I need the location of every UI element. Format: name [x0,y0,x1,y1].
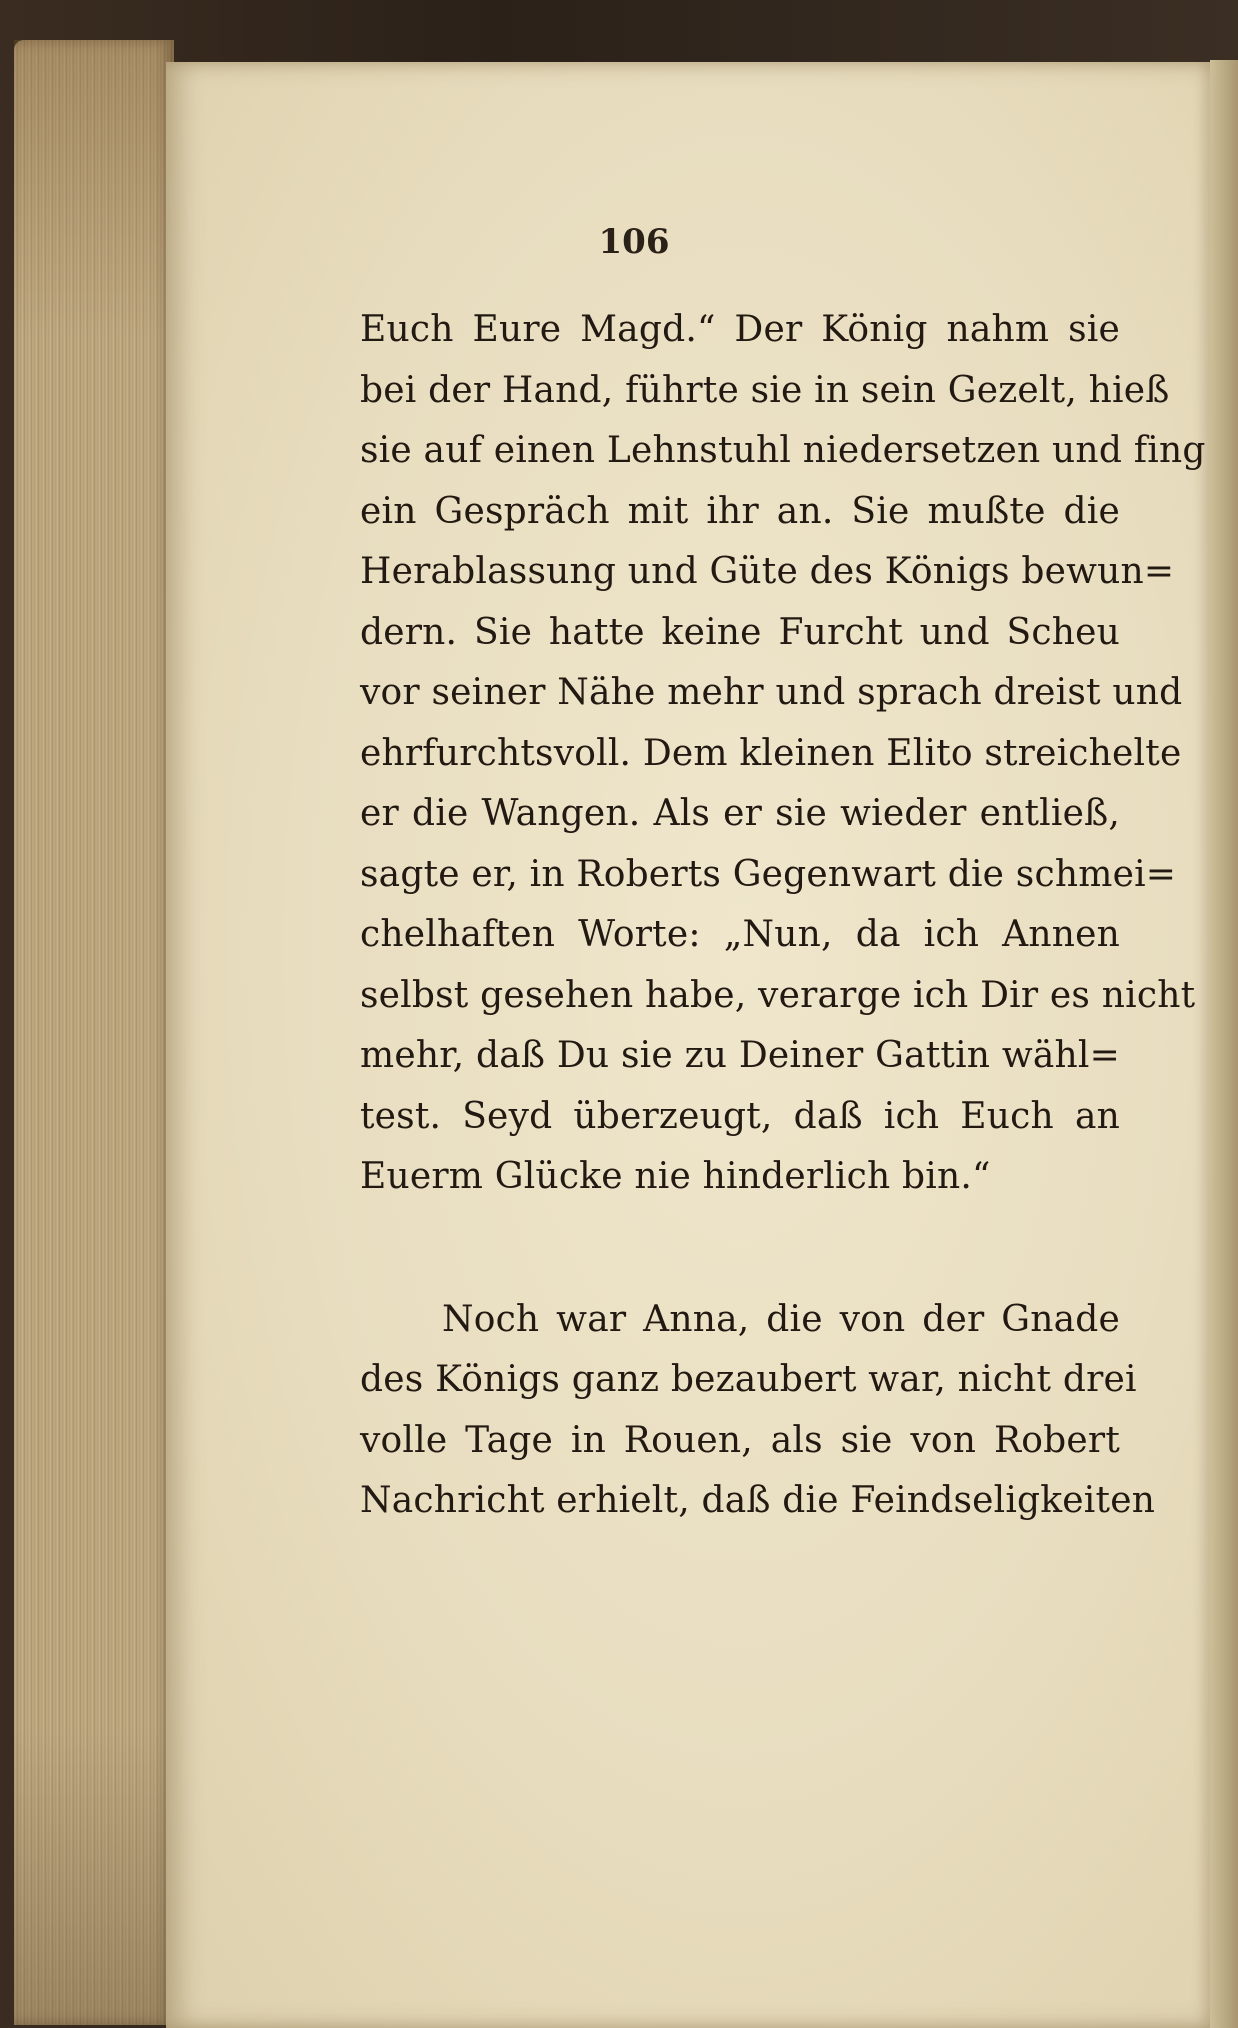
text-line: dern. Sie hatte keine Furcht und Scheu [360,611,1120,653]
text-line: Euerm Glücke nie hinderlich bin.“ [360,1156,991,1197]
text-line: selbst gesehen habe, verarge ich Dir es nicht [360,974,1196,1016]
text-line: bei der Hand, führte sie in sein Gezelt, hieß [360,369,1170,411]
paragraph-gap [360,1208,1120,1290]
text-line: ehrfurchtsvoll. Dem kleinen Elito streichelte [360,732,1182,774]
paragraph-2 [360,1290,1156,1532]
text-line: Nachricht erhielt, daß die Feindseligkeiten [360,1480,1156,1521]
text-line: sagte er, in Roberts Gegenwart die schmei= [360,853,1177,895]
text-block [360,300,1206,1532]
page-number: 106 [598,222,670,262]
text-line: sie auf einen Lehnstuhl niedersetzen und fing [360,430,1206,471]
text-line: Noch war Anna, die von der Gnade [442,1298,1120,1340]
paragraph-1 [360,300,1206,1208]
text-line: Euch Eure Magd.“ Der König nahm sie [360,309,1120,350]
text-line: Herablassung und Güte des Königs bewun= [360,551,1175,592]
text-line: vor seiner Nähe mehr und sprach dreist und [360,672,1183,713]
text-line: des Königs ganz bezaubert war, nicht drei [360,1359,1137,1400]
text-line: test. Seyd überzeugt, daß ich Euch an [360,1095,1120,1137]
text-line: er die Wangen. Als er sie wieder entließ, [360,793,1120,834]
page-right-edge [1210,60,1238,2028]
text-line: ein Gespräch mit ihr an. Sie mußte die [360,490,1120,532]
text-line: mehr, daß Du sie zu Deiner Gattin wähl= [360,1035,1120,1076]
text-line: volle Tage in Rouen, als sie von Robert [360,1419,1120,1461]
page-edges [14,40,174,2025]
text-line: chelhaften Worte: „Nun, da ich Annen [360,914,1120,955]
